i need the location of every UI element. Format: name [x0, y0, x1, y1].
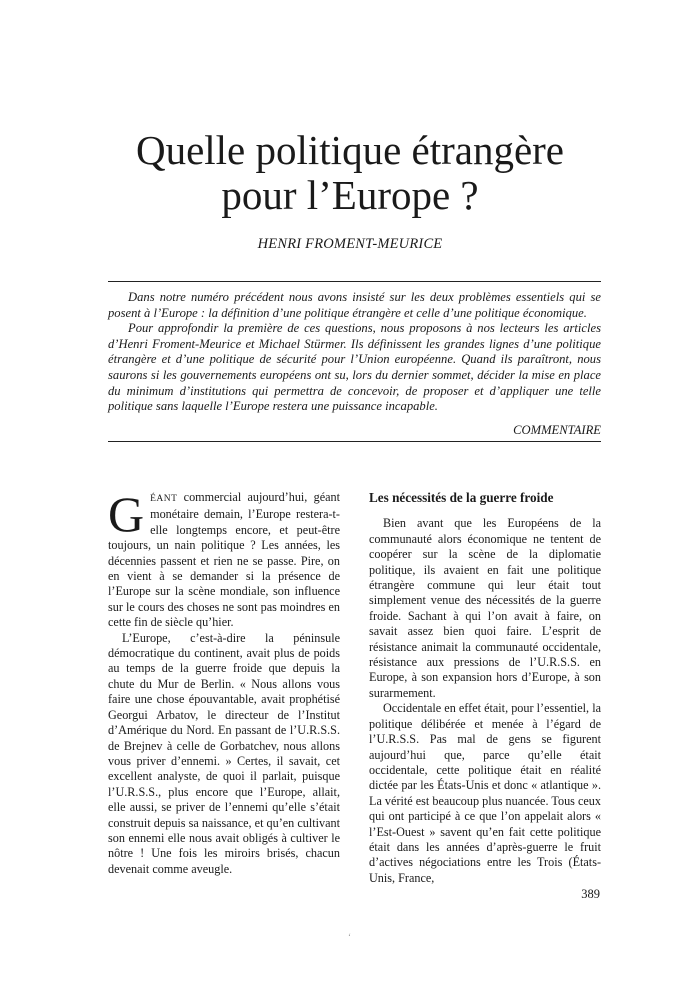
abstract-bottom-rule: [108, 441, 601, 442]
abstract-paragraph-1: Dans notre numéro précédent nous avons insisté sur les deux problèmes essentiels qui se posent à l’Europe : la définition d’une politique étrangère et celle d’une politique économique.: [108, 290, 601, 320]
abstract-signature: COMMENTAIRE: [513, 423, 601, 437]
author-name: HENRI FROMENT-MEURICE: [257, 236, 443, 252]
body-paragraph-3: Bien avant que les Européens de la communauté alors économique ne tentent de coopérer sur la scène de la diplomatie politique, ils avaient en fait une politique étrangère commune qui leur était tout simplement venue des nécessités de la guerre froide. Sachant à qui l’on avait à faire, on savait assez bien quoi faire. L’esprit de résistance animait la communauté occidentale, résistance aux pressions de l’U.R.S.S. en Europe, à son expansion hors d’Europe, à son surarmement.: [369, 516, 601, 700]
body-paragraph-1: [108, 486, 340, 631]
footer-mark: ʻ: [348, 932, 351, 942]
abstract-paragraph-2: Pour approfondir la première de ces questions, nous proposons à nos lecteurs les articles d’Henri Froment-Meurice et Michael Stürmer. Ils définissent les grandes lignes d’une politique étrangère et d’une politique de sécurité pour l’Union européenne. Quand ils paraîtront, nous saurons si les gouvernements européens ont su, lors du dernier sommet, décider la mise en place du minimum d’institutions qui permettra de concevoir, de proposer et d’appliquer une telle politique sans laquelle l’Europe restera une puissance incapable.: [108, 321, 601, 414]
body-paragraph-2: L’Europe, c’est-à-dire la péninsule démocratique du continent, avait plus de poids au temps de la guerre froide que depuis la chute du Mur de Berlin. « Nous allons vous faire une chose épouvantable, avait prophétisé Georgui Arbatov, le directeur de l’Institut d’Amérique du Nord. En passant de l’U.R.S.S. de Brejnev à celle de Gorbatchev, nous allons vous priver d’ennemi. » Certes, il savait, cet excellent analyste, de quoi il parlait, puisque l’U.R.S.S., plus encore que l’Europe, allait, elle aussi, se priver de l’ennemi qu’elle s’était construit depuis sa naissance, et qu’en cultivant son ennemi elle nous avait obligés à cultiver le nôtre ! Une fois les miroirs brisés, chacun devenait comme aveugle.: [108, 630, 340, 876]
title-line-1: Quelle politique étrangère: [135, 127, 565, 173]
left-column: [108, 486, 340, 877]
right-column: [369, 490, 601, 886]
body-paragraph-4: Occidentale en effet était, pour l’essentiel, la politique délibérée et menée à l’égard de l’U.R.S.S. Pas mal de gens se figurent aujourd’hui que, parce qu’elle était occidentale, cette politique était en réalité dictée par les États-Unis et donc « atlantique ». La vérité est beaucoup plus nuancée. Tous ceux qui ont participé à ce que l’on appelait alors « l’Est-Ouest » savent qu’en fait cette politique était dans les années d’après-guerre le fruit d’actives négociations entre les Trois (États-Unis, France,: [369, 701, 601, 885]
section-heading: Les nécessités de la guerre froide: [369, 490, 554, 505]
drop-cap: G: [108, 486, 145, 542]
article-title: [60, 128, 640, 218]
editorial-abstract: [108, 290, 601, 437]
lead-smallcaps: ÉANT: [150, 494, 178, 504]
body-paragraph-1-text: commercial aujourd’hui, géant monétaire demain, l’Europe restera-t-elle longtemps encore, et peut-être toujours, un nain politique ? Les années, les décennies passent et rien ne se passe. Pire, on en vient à se demander si la présence de l’Europe sur la scène mondiale, son influence sur le cours des choses ne sont pas moindres en cette fin de siècle qu’hier.: [108, 490, 340, 630]
abstract-top-rule: [108, 281, 601, 282]
title-line-2: pour l’Europe ?: [221, 172, 479, 218]
page-number: 389: [581, 887, 600, 901]
